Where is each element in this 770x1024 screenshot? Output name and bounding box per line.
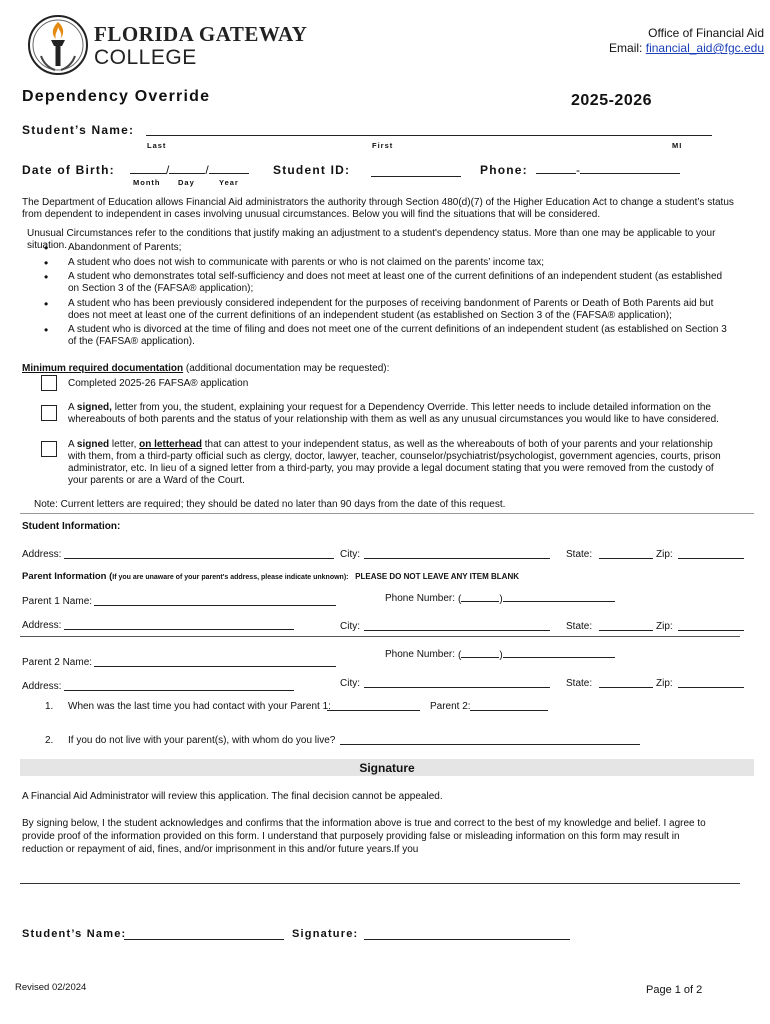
office-name: Office of Financial Aid [648, 26, 764, 40]
dob-field[interactable]: / / [130, 163, 254, 177]
doc-item-student-letter: A signed, letter from you, the student, explaining your request for a Dependency Override. This letter needs to include detailed information on the whereabouts of both parents and the status of your relationship with them as well as any unusual circumstances you would like to have considered. [68, 402, 719, 425]
intro-text: The Department of Education allows Financial Aid administrators the authority through Section 480(d)(7) of the Higher Education Act to change a student’s status from dependent to independent in cases involving unusual circumstances. Below you will find the situations that will be considered. [22, 197, 734, 220]
min-doc-heading [22, 363, 389, 375]
signature-heading-bar [20, 759, 754, 776]
parent-info-warning: PLEASE DO NOT LEAVE ANY ITEM BLANK [355, 572, 520, 581]
student-state-field[interactable] [599, 547, 653, 559]
dob-sub-day: Day [178, 178, 195, 187]
parent2-zip-field[interactable] [678, 676, 744, 688]
parent1-name-field[interactable] [94, 594, 336, 606]
name-sub-mi: MI [672, 141, 683, 150]
list-item: • A student who has been previously considered independent for the purposes of receiving bandonment of Parents or Death of Both Parents aid but does not meet at least one of the current definitions of an independent student (as established on Section 3 of the (FAFSA® application); [22, 298, 728, 322]
student-letter-checkbox[interactable] [41, 405, 57, 421]
phone-field[interactable]: - [536, 163, 680, 177]
student-zip-label: Zip: [656, 549, 673, 560]
dob-sub-month: Month [133, 178, 161, 187]
parent-info-heading [22, 571, 519, 584]
fafsa-checkbox[interactable] [41, 375, 57, 391]
third-party-letter-checkbox[interactable] [41, 441, 57, 457]
parent2-phone-label: Phone Number: [385, 649, 456, 660]
parent1-state-label: State: [566, 621, 593, 632]
revised-date: Revised 02/2024 [15, 982, 87, 993]
student-name-label: Student’s Name: [22, 123, 135, 137]
divider [20, 636, 740, 637]
academic-year: 2025-2026 [571, 92, 653, 109]
signature-heading: Signature [359, 761, 415, 775]
parent2-name-label: Parent 2 Name: [22, 657, 93, 668]
parent-info-note: If you are unaware of your parent's address, please indicate unknown): [112, 574, 349, 581]
doc-item-fafsa: Completed 2025-26 FAFSA® application [68, 378, 249, 389]
question-1-number: 1. [45, 701, 54, 712]
student-id-label: Student ID: [273, 163, 351, 177]
parent2-phone-field[interactable]: ( ) [458, 648, 615, 661]
list-item: • A student who demonstrates total self-sufficiency and does not meet at least one of the current definitions of an independent student (as established on Section 3 of the (FAFSA® application); [22, 271, 728, 295]
parent2-contact-field[interactable] [470, 699, 548, 711]
parent1-zip-label: Zip: [656, 621, 673, 632]
circumstances-list [22, 242, 728, 351]
parent1-city-field[interactable] [364, 619, 550, 631]
list-item: • A student who is divorced at the time of filing and does not meet one of the current definitions of an independent student (as established on Section 3 of the (FAFSA® application). [22, 324, 728, 348]
student-city-label: City: [340, 549, 360, 560]
parent2-state-field[interactable] [599, 676, 653, 688]
dob-sub-year: Year [219, 178, 239, 187]
student-state-label: State: [566, 549, 593, 560]
parent1-phone-label: Phone Number: [385, 593, 456, 604]
parent1-contact-field[interactable] [327, 699, 420, 711]
college-name-line2: COLLEGE [94, 46, 197, 69]
name-sub-first: First [372, 141, 394, 150]
divider [20, 513, 754, 514]
min-doc-rest: (additional documentation may be requested): [183, 363, 390, 374]
parent2-city-label: City: [340, 678, 360, 689]
office-info [609, 26, 764, 56]
student-info-heading: Student Information: [22, 521, 121, 532]
note-text: Note: Current letters are required; they should be dated no later than 90 days from the date of this request. [34, 499, 506, 510]
parent1-name-label: Parent 1 Name: [22, 596, 93, 607]
email-link[interactable]: financial_aid@fgc.edu [645, 41, 764, 55]
signature-label: Signature: [292, 928, 359, 940]
student-zip-field[interactable] [678, 547, 744, 559]
office-email-row [609, 41, 764, 56]
divider [20, 883, 740, 884]
parent1-phone-field[interactable]: ( ) [458, 592, 615, 605]
question-1-parent2-label: Parent 2: [430, 701, 471, 712]
parent1-state-field[interactable] [599, 619, 653, 631]
parent2-address-label: Address: [22, 681, 62, 692]
college-logo [27, 10, 327, 82]
name-sub-last: Last [147, 141, 167, 150]
doc-item-third-party: A signed letter, on letterhead that can attest to your independent status, as well as the whereabouts of both of your parents and your relationship with them, from a third-party official such as clergy, doctor, lawyer, teacher, counselor/psychiatrist/psychologist, government agencies, courts, prison administrator, etc. In lieu of a signed letter from a third-party, you may provide a legal document stating that you were removed from the custody of your parents or are a Ward of the Court. [68, 439, 721, 486]
page-title: Dependency Override [22, 88, 211, 105]
question-2-number: 2. [45, 735, 54, 746]
student-address-label: Address: [22, 549, 62, 560]
email-label: Email: [609, 41, 643, 55]
signature-field[interactable] [364, 928, 570, 940]
list-item: • Abandonment of Parents; [22, 242, 728, 254]
parent1-zip-field[interactable] [678, 619, 744, 631]
college-name-line1: FLORIDA GATEWAY [94, 22, 308, 46]
student-city-field[interactable] [364, 547, 550, 559]
acknowledgement-text: By signing below, I the student acknowledges and confirms that the information above is true and correct to the best of my knowledge and belief. I agree to provide proof of the information provided on this form. I understand that purposely providing false or misleading information on this form may result in reduction or repayment of aid, fines, and/or imprisonment in this and/or future years.If you [22, 818, 706, 855]
parent1-city-label: City: [340, 621, 360, 632]
parent2-name-field[interactable] [94, 655, 336, 667]
parent2-state-label: State: [566, 678, 593, 689]
phone-label: Phone: [480, 163, 528, 177]
parent2-address-field[interactable] [64, 679, 294, 691]
parent-info-title: Parent Information ( [22, 571, 113, 582]
student-id-field[interactable] [371, 163, 461, 177]
parent2-city-field[interactable] [364, 676, 550, 688]
parent1-address-field[interactable] [64, 618, 294, 630]
question-2-text: If you do not live with your parent(s), with whom do you live? [68, 735, 336, 746]
signature-student-name-field[interactable] [124, 928, 284, 940]
list-item: • A student who does not wish to communicate with parents or who is not claimed on the parents’ income tax; [22, 257, 728, 269]
parent1-address-label: Address: [22, 620, 62, 631]
min-doc-bold: Minimum required documentation [22, 363, 184, 374]
signature-student-name-label: Student’s Name: [22, 928, 127, 940]
live-with-field[interactable] [340, 733, 640, 745]
dob-label: Date of Birth: [22, 163, 115, 177]
torch-seal-icon [27, 12, 89, 78]
page-number: Page 1 of 2 [646, 984, 703, 996]
unusual-circumstances-intro: Unusual Circumstances refer to the conditions that justify making an adjustment to a student's dependency status. More than one may be applicable to your situation. [27, 228, 716, 251]
question-1-text: When was the last time you had contact with your Parent 1: [68, 701, 331, 712]
review-text: A Financial Aid Administrator will review this application. The final decision cannot be appealed. [22, 791, 443, 802]
student-name-field[interactable] [146, 122, 712, 136]
parent2-zip-label: Zip: [656, 678, 673, 689]
student-address-field[interactable] [64, 547, 334, 559]
